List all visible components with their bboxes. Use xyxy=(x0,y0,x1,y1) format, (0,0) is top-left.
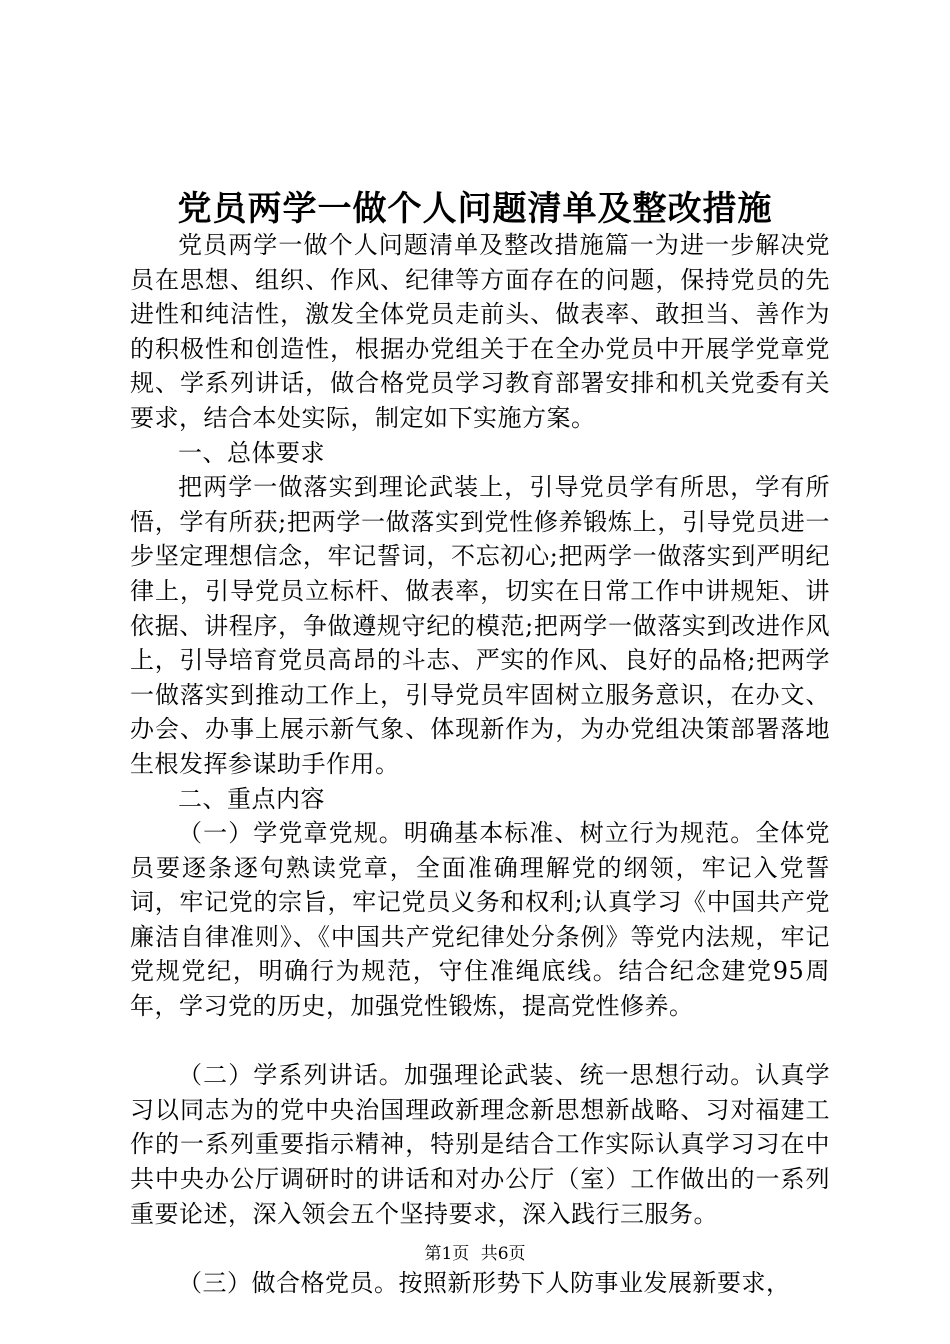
heading-key-content: 二、重点内容 xyxy=(178,784,325,813)
paragraph-item-two: （二）学系列讲话。加强理论武装、统一思想行动。认真学习以同志为的党中央治国理政新理念新思想新战略、习对福建工作的一系列重要指示精神，特别是结合工作实际认真学习习在中共中央办公厅调研时的讲话和对办公厅（室）工作做出的一系列重要论述，深入领会五个坚持要求，深入践行三服务。 xyxy=(130,1061,830,1228)
page-number-footer: 第1页 共6页 xyxy=(424,1244,526,1264)
paragraph-general-requirements: 把两学一做落实到理论武装上，引导党员学有所思，学有所悟，学有所获;把两学一做落实到党性修养锻炼上，引导党员进一步坚定理想信念，牢记誓词，不忘初心;把两学一做落实到严明纪律上，引导党员立标杆、做表率，切实在日常工作中讲规矩、讲依据、讲程序，争做遵规守纪的模范;把两学一做落实到改进作风上，引导培育党员高昂的斗志、严实的作风、良好的品格;把两学一做落实到推动工作上，引导党员牢固树立服务意识，在办文、办会、办事上展示新气象、体现新作为，为办党组决策部署落地生根发挥参谋助手作用。 xyxy=(130,473,830,778)
paragraph-item-three: （三）做合格党员。按照新形势下人防事业发展新要求， xyxy=(178,1268,791,1297)
paragraph-item-one: （一）学党章党规。明确基本标准、树立行为规范。全体党员要逐条逐句熟读党章，全面准确理解党的纲领，牢记入党誓词，牢记党的宗旨，牢记党员义务和权利;认真学习《中国共产党廉洁自律准则》、《中国共产党纪律处分条例》等党内法规，牢记党规党纪，明确行为规范，守住准绳底线。结合纪念建党95周年，学习党的历史，加强党性锻炼，提高党性修养。 xyxy=(130,819,830,1021)
paragraph-intro: 党员两学一做个人问题清单及整改措施篇一为进一步解决党员在思想、组织、作风、纪律等方面存在的问题，保持党员的先进性和纯洁性，激发全体党员走前头、做表率、敢担当、善作为的积极性和创造性，根据办党组关于在全办党员中开展学党章党规、学系列讲话，做合格党员学习教育部署安排和机关党委有关要求，结合本处实际，制定如下实施方案。 xyxy=(130,231,830,432)
heading-general-requirements: 一、总体要求 xyxy=(178,438,325,467)
document-body xyxy=(130,228,830,1300)
document-title: 党员两学一做个人问题清单及整改措施 xyxy=(177,189,773,229)
